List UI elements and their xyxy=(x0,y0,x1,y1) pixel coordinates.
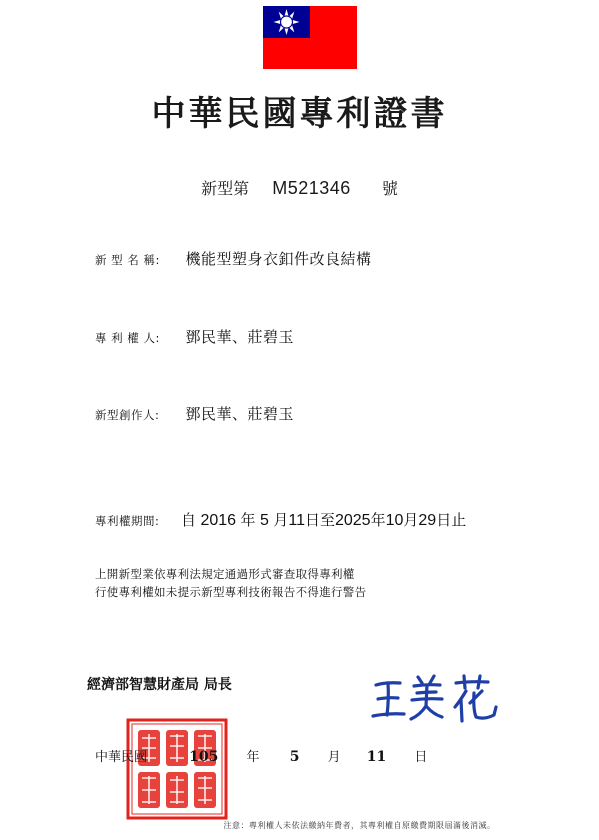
field-label: 專 利 權 人: xyxy=(95,331,160,345)
issue-date-day-char: 日 xyxy=(414,750,428,765)
certificate-number-line xyxy=(0,176,599,199)
issue-date-year: 105 xyxy=(189,749,219,765)
certificate-type-label: 新型第 xyxy=(201,179,250,198)
certificate-number: M521346 xyxy=(272,178,351,198)
period-year-char: 年 xyxy=(240,511,256,529)
field-creator xyxy=(95,403,294,424)
period-end-suffix: 日止 xyxy=(436,511,467,529)
issue-date-month: 5 xyxy=(289,749,300,765)
period-end-year: 2025 xyxy=(334,512,371,529)
note-line: 行使專利權如未提示新型專利技術報告不得進行警告 xyxy=(95,585,367,599)
field-model-name xyxy=(95,248,371,269)
period-month-char: 月 xyxy=(273,511,289,529)
period-start-year: 2016 xyxy=(200,512,237,529)
field-patentee xyxy=(95,326,294,347)
issue-date-year-char: 年 xyxy=(246,750,260,765)
field-label: 新 型 名 稱: xyxy=(95,253,160,267)
footer-note: 注意：專利權人未依法繳納年費者，其專利權自原繳費期限屆滿後消滅。 xyxy=(223,821,496,830)
period-start-day: 11 xyxy=(288,512,305,529)
certificate-title: 中華民國專利證書 xyxy=(151,94,448,134)
field-label: 新型創作人: xyxy=(95,408,160,422)
note-line: 上開新型業依專利法規定通過形式審查取得專利權 xyxy=(95,567,355,581)
period-from: 自 xyxy=(181,511,197,529)
period-end-day: 29 xyxy=(418,512,437,529)
period-year-char: 年 xyxy=(370,511,386,529)
period-month-char: 月 xyxy=(403,511,419,529)
patent-period xyxy=(95,509,466,530)
certificate-number-suffix: 號 xyxy=(381,179,398,198)
field-value: 鄧民華、莊碧玉 xyxy=(185,328,294,346)
period-to: 日至 xyxy=(304,511,335,529)
period-label: 專利權期間: xyxy=(95,514,160,528)
period-start-month: 5 xyxy=(259,512,269,529)
signature-graphic xyxy=(370,673,510,725)
taiwan-flag-icon xyxy=(263,6,357,69)
issue-date-day: 11 xyxy=(366,749,387,765)
issue-date-month-char: 月 xyxy=(327,750,341,765)
official-seal-icon xyxy=(126,718,228,820)
issue-date xyxy=(95,746,427,765)
official-title: 經濟部智慧財產局 局長 xyxy=(87,677,232,693)
field-value: 機能型塑身衣釦件改良結構 xyxy=(185,250,372,268)
period-end-month: 10 xyxy=(385,512,404,529)
field-value: 鄧民華、莊碧玉 xyxy=(185,405,294,423)
issue-date-era: 中華民國 xyxy=(95,750,148,765)
